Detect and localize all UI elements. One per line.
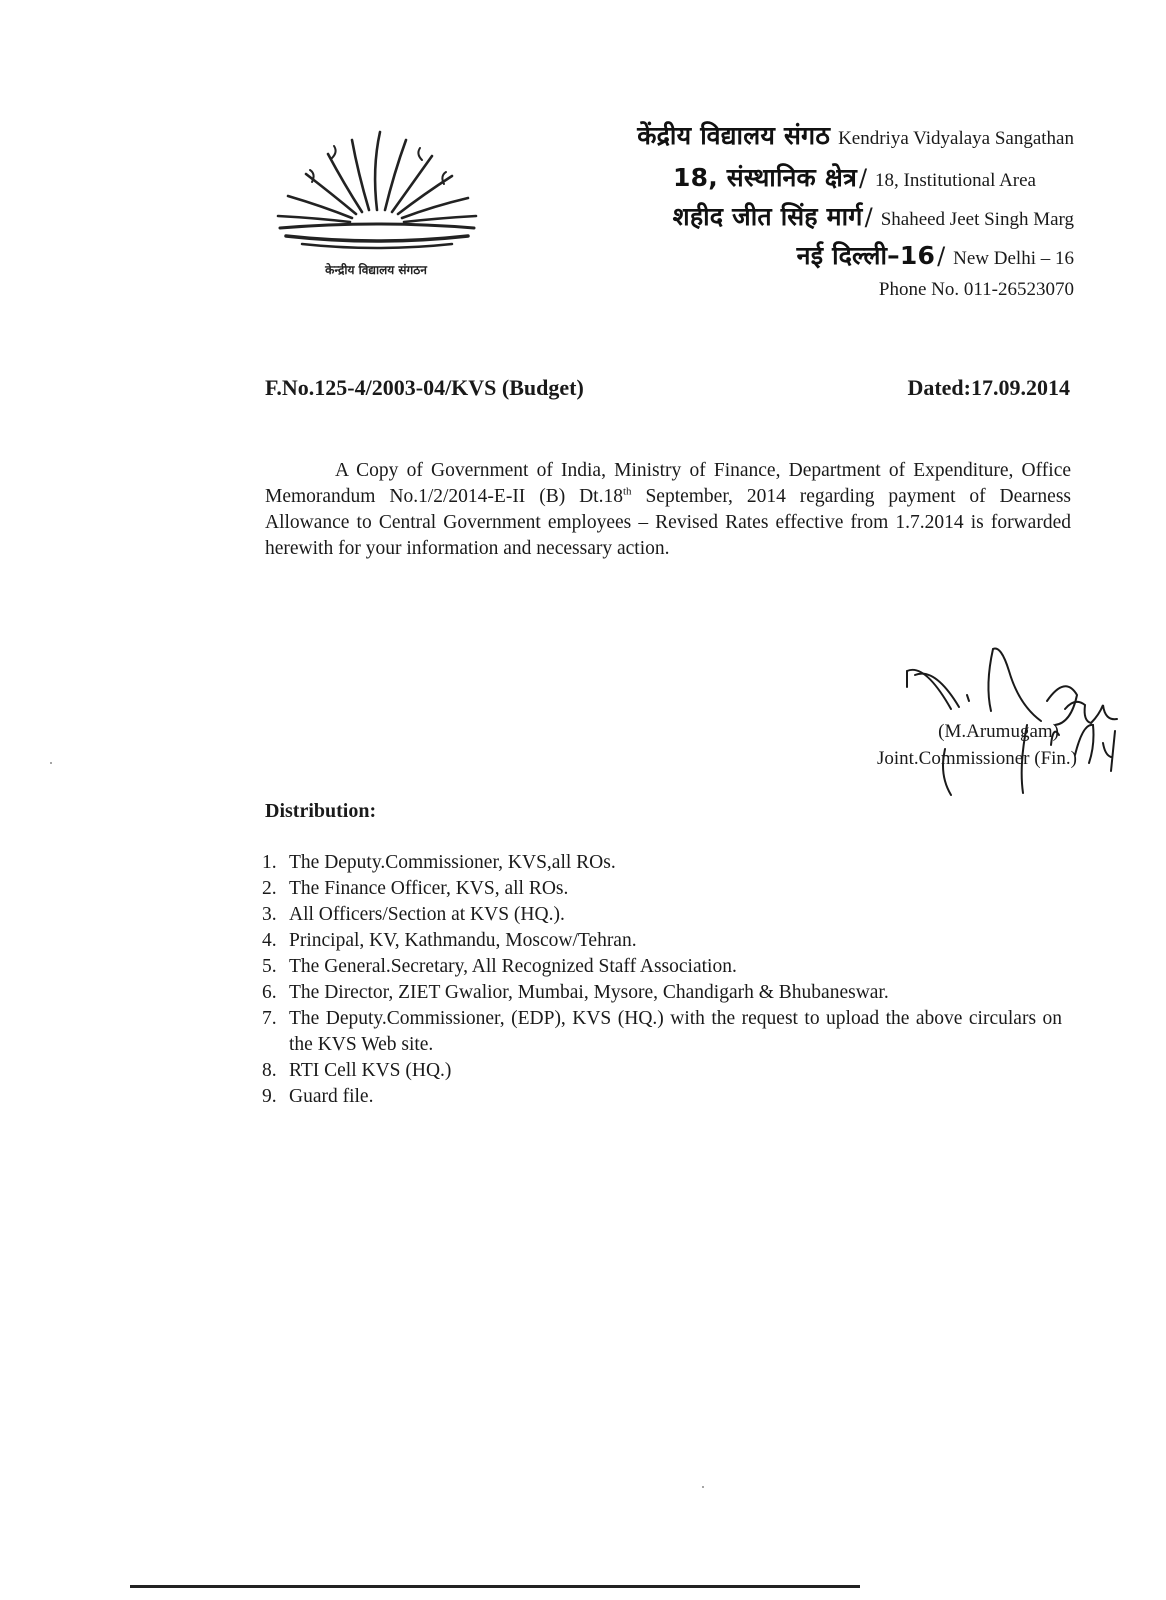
org-name-hindi: केंद्रीय विद्यालय संगठ bbox=[637, 121, 831, 150]
street-english: Shaheed Jeet Singh Marg bbox=[880, 209, 1074, 230]
item-text: The Deputy.Commissioner, KVS,all ROs. bbox=[289, 852, 616, 873]
item-number: 6. bbox=[262, 982, 277, 1003]
address-hindi: 18, संस्थानिक क्षेत्र bbox=[673, 163, 857, 192]
item-number: 3. bbox=[262, 904, 277, 925]
separator-slash: / bbox=[937, 242, 946, 270]
item-text: The Director, ZIET Gwalior, Mumbai, Mysore, Chandigarh & Bhubaneswar. bbox=[289, 982, 889, 1003]
item-text: Guard file. bbox=[289, 1086, 374, 1107]
rising-sun-emblem-icon bbox=[272, 128, 482, 258]
list-item bbox=[262, 902, 1062, 928]
list-item bbox=[262, 850, 1062, 876]
scan-speck bbox=[50, 762, 52, 764]
header-line-4 bbox=[797, 238, 1074, 272]
item-number: 8. bbox=[262, 1060, 277, 1081]
signatory-name: (M.Arumugam) bbox=[938, 721, 1059, 742]
item-number: 5. bbox=[262, 956, 277, 977]
separator-slash: / bbox=[858, 164, 868, 192]
item-number: 2. bbox=[262, 878, 277, 899]
kvs-logo bbox=[272, 128, 482, 280]
header-line-1 bbox=[637, 118, 1074, 152]
city-english: New Delhi – 16 bbox=[953, 248, 1074, 269]
item-text: Principal, KV, Kathmandu, Moscow/Tehran. bbox=[289, 930, 637, 951]
list-item bbox=[262, 1058, 1062, 1084]
list-item bbox=[262, 928, 1062, 954]
body-paragraph bbox=[265, 458, 1071, 562]
item-text: The Deputy.Commissioner, (EDP), KVS (HQ.) with the request to upload the above circulars on the KVS Web site. bbox=[289, 1008, 1062, 1055]
item-text: RTI Cell KVS (HQ.) bbox=[289, 1060, 452, 1081]
signatory-designation: Joint.Commissioner (Fin.) bbox=[876, 748, 1077, 769]
item-text: The General.Secretary, All Recognized Staff Association. bbox=[289, 956, 737, 977]
list-item bbox=[262, 1084, 1062, 1110]
list-item bbox=[262, 1006, 1062, 1058]
address-english: 18, Institutional Area bbox=[875, 170, 1036, 191]
header-line-2 bbox=[673, 160, 1036, 194]
ordinal-suffix: th bbox=[622, 485, 632, 498]
body-text-part2: September, 2014 regarding payment of Dearness Allowance to Central Government employees – Revised Rates effective from 1.7.2014 is forwarded herewith for your information and necessary action. bbox=[265, 486, 1071, 559]
document-date: Dated:17.09.2014 bbox=[907, 375, 1070, 400]
page-bottom-edge bbox=[130, 1585, 860, 1588]
file-number: F.No.125-4/2003-04/KVS (Budget) bbox=[265, 375, 584, 400]
distribution-heading: Distribution: bbox=[265, 800, 377, 822]
phone-number: Phone No. 011-26523070 bbox=[878, 279, 1074, 300]
item-number: 7. bbox=[262, 1008, 277, 1029]
list-item bbox=[262, 954, 1062, 980]
street-hindi: शहीद जीत सिंह मार्ग bbox=[672, 202, 863, 231]
item-text: The Finance Officer, KVS, all ROs. bbox=[289, 878, 569, 899]
city-hindi: नई दिल्ली–16 bbox=[796, 241, 936, 270]
item-number: 4. bbox=[262, 930, 277, 951]
item-number: 9. bbox=[262, 1086, 277, 1107]
item-text: All Officers/Section at KVS (HQ.). bbox=[289, 904, 565, 925]
org-name-english: Kendriya Vidyalaya Sangathan bbox=[838, 128, 1074, 149]
distribution-list bbox=[262, 850, 1062, 1110]
separator-slash: / bbox=[864, 203, 873, 231]
body-text-part1: A Copy of Government of India, Ministry of Finance, Department of Expenditure, Office Memorandum No.1/2/2014-E-II (B) Dt.18 bbox=[265, 460, 1071, 507]
header-line-3 bbox=[673, 199, 1074, 233]
logo-caption: केन्द्रीय विद्यालय संगठन bbox=[325, 263, 427, 277]
list-item bbox=[262, 876, 1062, 902]
item-number: 1. bbox=[262, 852, 277, 873]
list-item bbox=[262, 980, 1062, 1006]
scan-speck bbox=[702, 1486, 704, 1488]
